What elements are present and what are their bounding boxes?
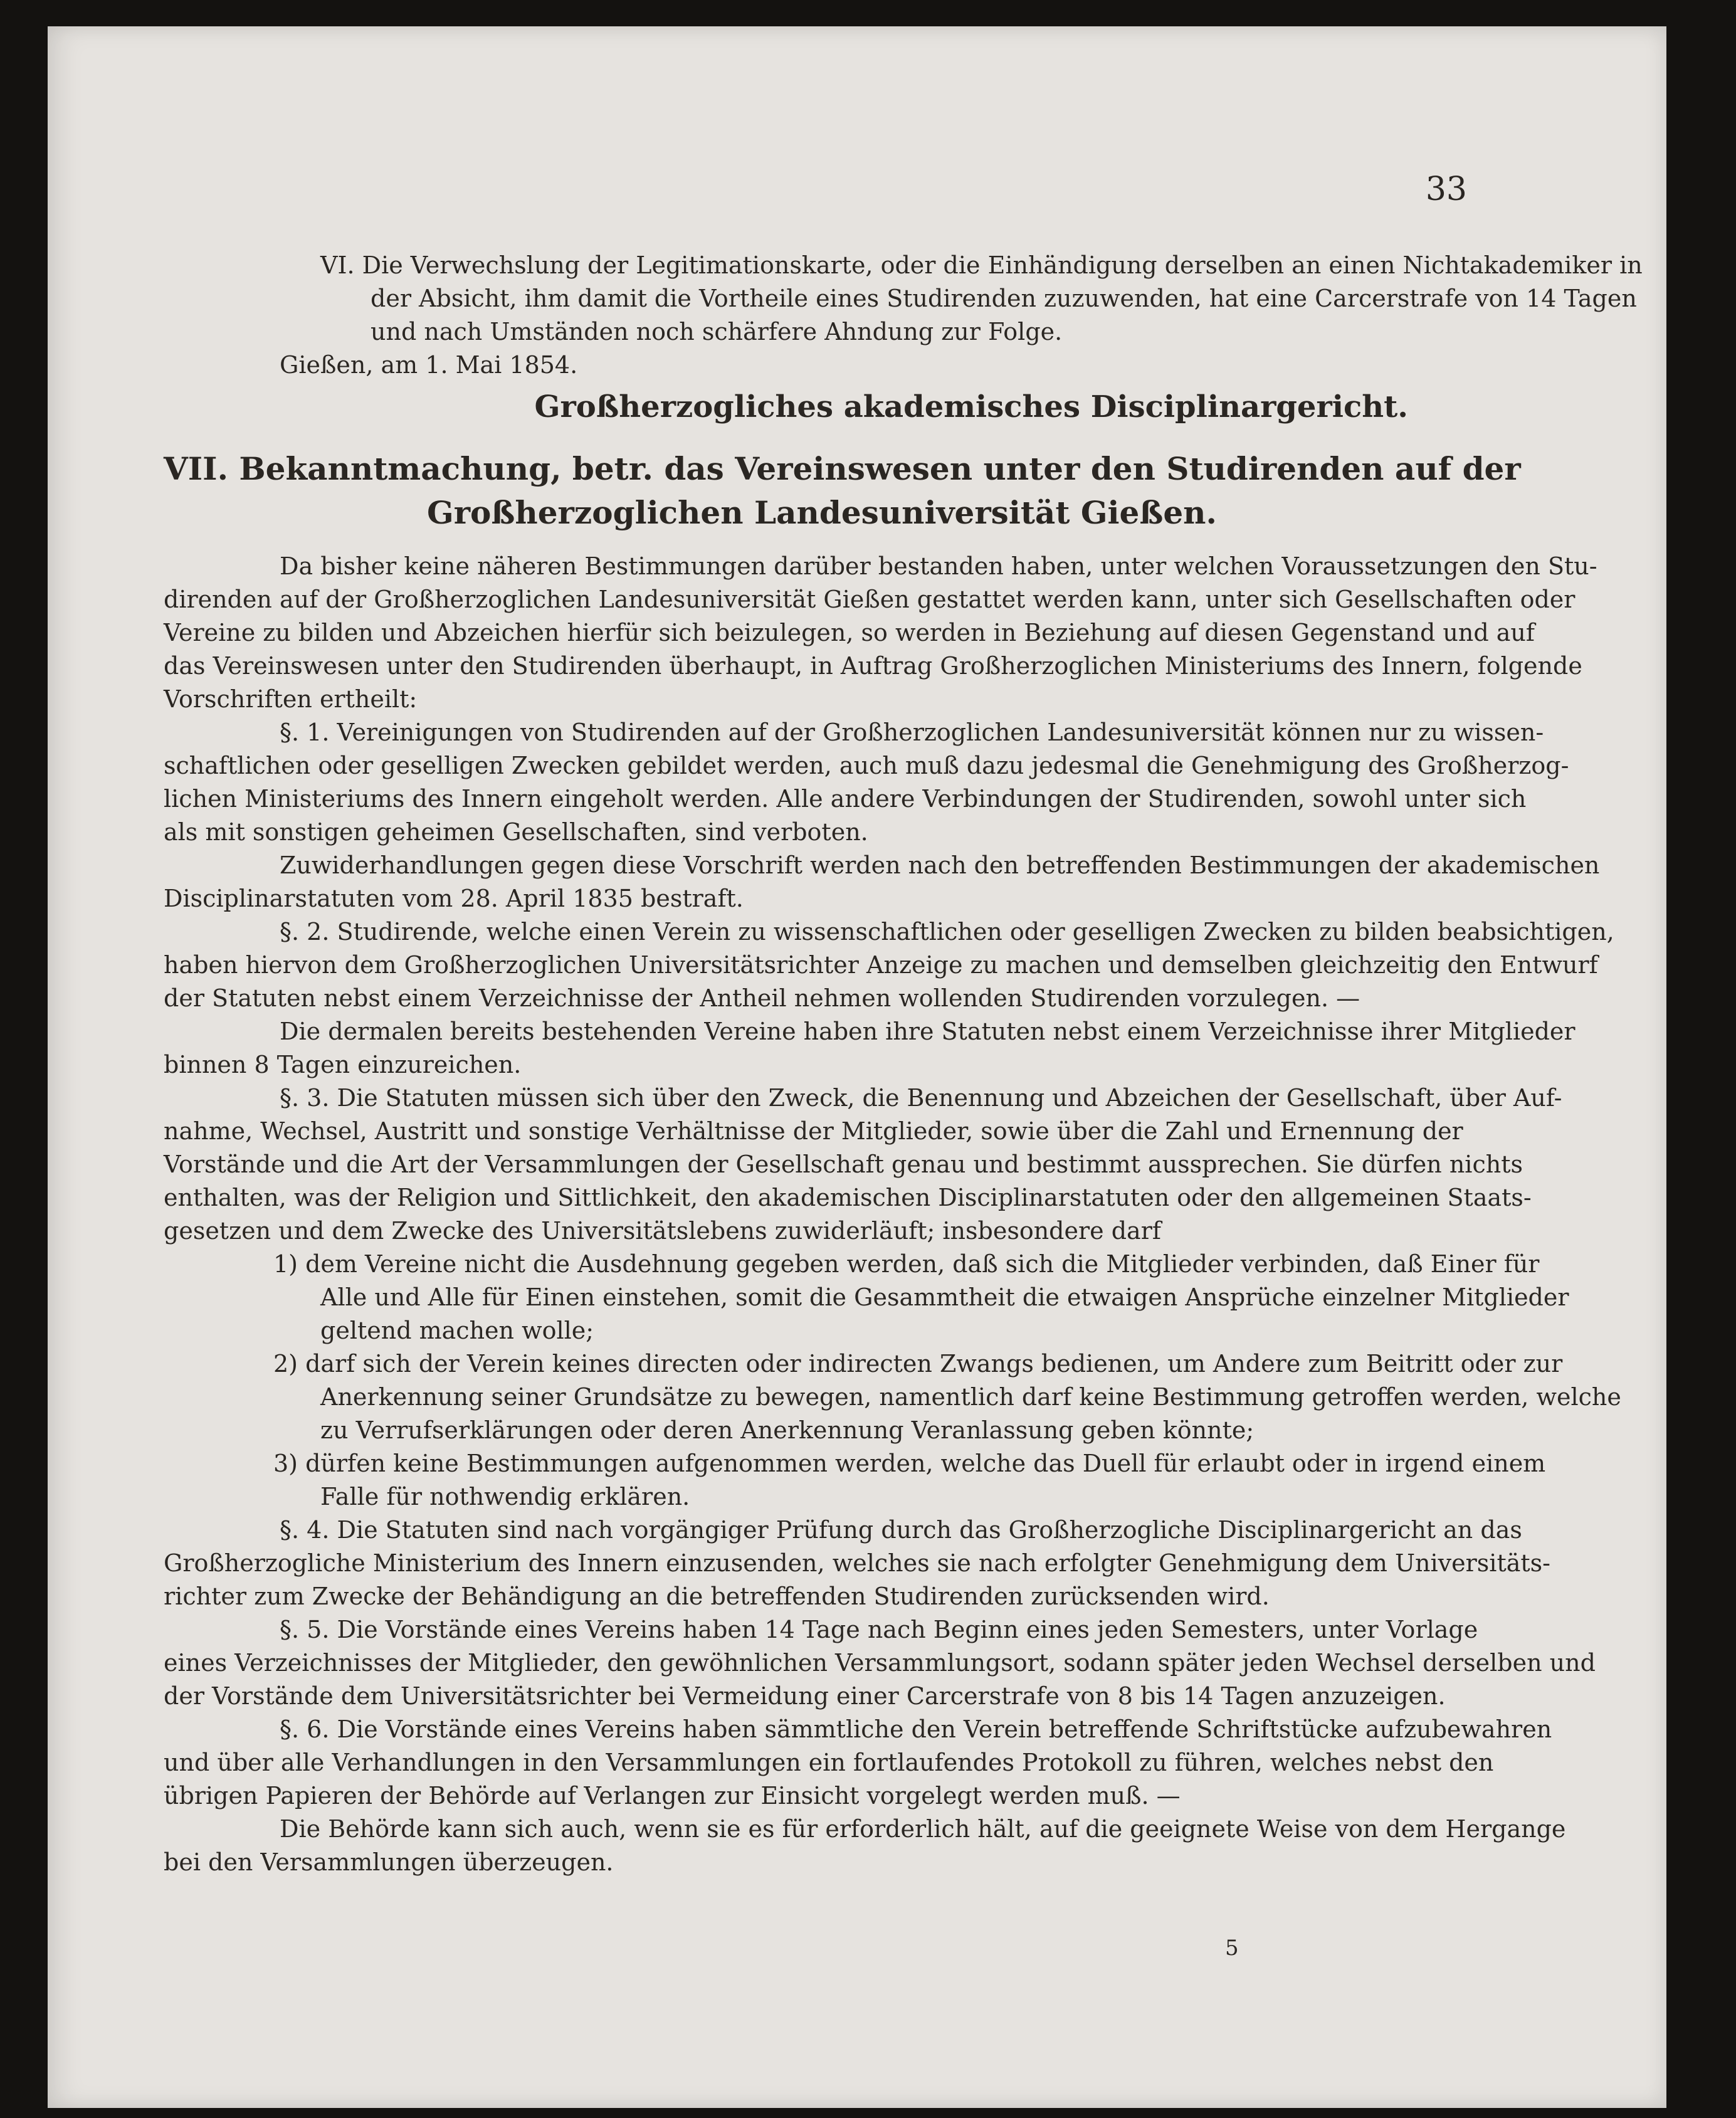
signature-mark: 5 xyxy=(1225,1936,1239,1961)
text-line: das Vereinswesen unter den Studirenden überhaupt, in Auftrag Großherzoglichen Ministeriums des Innern, folgende xyxy=(164,652,1582,680)
text-line: direnden auf der Großherzoglichen Landesuniversität Gießen gestattet werden kann, unter sich Gesellschaften oder xyxy=(164,586,1576,613)
text-line: Anerkennung seiner Grundsätze zu bewegen, namentlich darf keine Bestimmung getroffen werden, welche xyxy=(320,1383,1621,1411)
text-line: Vereine zu bilden und Abzeichen hierfür sich beizulegen, so werden in Beziehung auf diesen Gegenstand und auf xyxy=(164,619,1535,646)
page-number: 33 xyxy=(1425,171,1467,208)
text-line: Vorstände und die Art der Versammlungen der Gesellschaft genau und bestimmt aussprechen. Sie dürfen nichts xyxy=(164,1151,1523,1178)
text-line: eines Verzeichnisses der Mitglieder, den gewöhnlichen Versammlungsort, sodann später jeden Wechsel derselben und xyxy=(164,1649,1596,1677)
document-body xyxy=(164,249,1643,1879)
text-line: zu Verrufserklärungen oder deren Anerkennung Veranlassung geben könnte; xyxy=(320,1416,1255,1444)
text-line: und nach Umständen noch schärfere Ahndung zur Folge. xyxy=(371,318,1063,345)
text-line: VI. Die Verwechslung der Legitimationskarte, oder die Einhändigung derselben an einen Nichtakademiker in xyxy=(320,251,1643,279)
text-line: 3) dürfen keine Bestimmungen aufgenommen werden, welche das Duell für erlaubt oder in irgend einem xyxy=(273,1450,1546,1477)
section-spacer xyxy=(164,535,1408,550)
text-line: binnen 8 Tagen einzureichen. xyxy=(164,1051,522,1078)
text-line: Alle und Alle für Einen einstehen, somit die Gesammtheit die etwaigen Ansprüche einzelner Mitglieder xyxy=(320,1283,1569,1311)
text-line: enthalten, was der Religion und Sittlichkeit, den akademischen Disciplinarstatuten oder den allgemeinen Staats- xyxy=(164,1184,1532,1211)
text-line: Großherzogliche Ministerium des Innern einzusenden, welches sie nach erfolgter Genehmigung dem Universitäts- xyxy=(164,1549,1550,1577)
text-line: und über alle Verhandlungen in den Versammlungen ein fortlaufendes Protokoll zu führen, welches nebst den xyxy=(164,1749,1494,1776)
text-line: lichen Ministeriums des Innern eingeholt werden. Alle andere Verbindungen der Studirenden, sowohl unter sich xyxy=(164,785,1527,813)
text-line: der Vorstände dem Universitätsrichter bei Vermeidung einer Carcerstrafe von 8 bis 14 Tagen anzuzeigen. xyxy=(164,1682,1446,1710)
text-line: Vorschriften ertheilt: xyxy=(164,685,418,713)
text-line: Die Behörde kann sich auch, wenn sie es für erforderlich hält, auf die geeignete Weise von dem Hergange xyxy=(280,1815,1566,1843)
text-line: Gießen, am 1. Mai 1854. xyxy=(280,351,578,379)
text-line: 2) darf sich der Verein keines directen oder indirecten Zwangs bedienen, um Andere zum Beitritt oder zur xyxy=(273,1350,1563,1378)
text-line: §. 1. Vereinigungen von Studirenden auf der Großherzoglichen Landesuniversität können nur zu wissen- xyxy=(280,719,1544,746)
text-line: der Absicht, ihm damit die Vortheile eines Studirenden zuzuwenden, hat eine Carcerstrafe von 14 Tagen xyxy=(371,285,1637,312)
text-line: Falle für nothwendig erklären. xyxy=(320,1483,690,1510)
text-line: §. 4. Die Statuten sind nach vorgängiger Prüfung durch das Großherzogliche Disciplinargericht an das xyxy=(280,1516,1522,1544)
text-line: 1) dem Vereine nicht die Ausdehnung gegeben werden, daß sich die Mitglieder verbinden, daß Einer für xyxy=(273,1250,1540,1278)
text-line: übrigen Papieren der Behörde auf Verlangen zur Einsicht vorgelegt werden muß. — xyxy=(164,1782,1181,1810)
section-spacer xyxy=(164,432,1408,447)
text-line: richter zum Zwecke der Behändigung an die betreffenden Studirenden zurücksenden wird. xyxy=(164,1583,1270,1610)
text-line: nahme, Wechsel, Austritt und sonstige Verhältnisse der Mitglieder, sowie über die Zahl und Ernennung der xyxy=(164,1117,1463,1145)
text-line: Zuwiderhandlungen gegen diese Vorschrift werden nach den betreffenden Bestimmungen der akademischen xyxy=(280,851,1600,879)
text-line: §. 3. Die Statuten müssen sich über den Zweck, die Benennung und Abzeichen der Gesellschaft, über Auf- xyxy=(280,1084,1562,1112)
text-line: als mit sonstigen geheimen Gesellschaften, sind verboten. xyxy=(164,818,868,846)
text-line: gesetzen und dem Zwecke des Universitätslebens zuwiderläuft; insbesondere darf xyxy=(164,1217,1161,1245)
text-line: Die dermalen bereits bestehenden Vereine haben ihre Statuten nebst einem Verzeichnisse ihrer Mitglieder xyxy=(280,1018,1576,1045)
text-line: §. 5. Die Vorstände eines Vereins haben 14 Tage nach Beginn eines jeden Semesters, unter Vorlage xyxy=(280,1616,1478,1643)
document-page xyxy=(48,26,1666,2108)
issuing-authority: Großherzogliches akademisches Disciplinargericht. xyxy=(534,389,1408,424)
text-line: haben hiervon dem Großherzoglichen Universitätsrichter Anzeige zu machen und demselben gleichzeitig den Entwurf xyxy=(164,951,1598,979)
text-line: §. 2. Studirende, welche einen Verein zu wissenschaftlichen oder geselligen Zwecken zu bilden beabsichtigen, xyxy=(280,918,1614,946)
text-line: §. 6. Die Vorstände eines Vereins haben sämmtliche den Verein betreffende Schriftstücke aufzubewahren xyxy=(280,1715,1552,1743)
text-line: geltend machen wolle; xyxy=(320,1317,594,1344)
text-line: Disciplinarstatuten vom 28. April 1835 bestraft. xyxy=(164,885,744,912)
section-heading-line: Großherzoglichen Landesuniversität Gießen. xyxy=(427,494,1217,531)
section-heading-line: VII. Bekanntmachung, betr. das Vereinswesen unter den Studirenden auf der xyxy=(164,450,1521,487)
text-line: der Statuten nebst einem Verzeichnisse der Antheil nehmen wollenden Studirenden vorzulegen. — xyxy=(164,984,1360,1012)
text-line: schaftlichen oder geselligen Zwecken gebildet werden, auch muß dazu jedesmal die Genehmigung des Großherzog- xyxy=(164,752,1569,779)
text-line: Da bisher keine näheren Bestimmungen darüber bestanden haben, unter welchen Voraussetzungen den Stu- xyxy=(280,552,1597,580)
text-line: bei den Versammlungen überzeugen. xyxy=(164,1848,614,1876)
